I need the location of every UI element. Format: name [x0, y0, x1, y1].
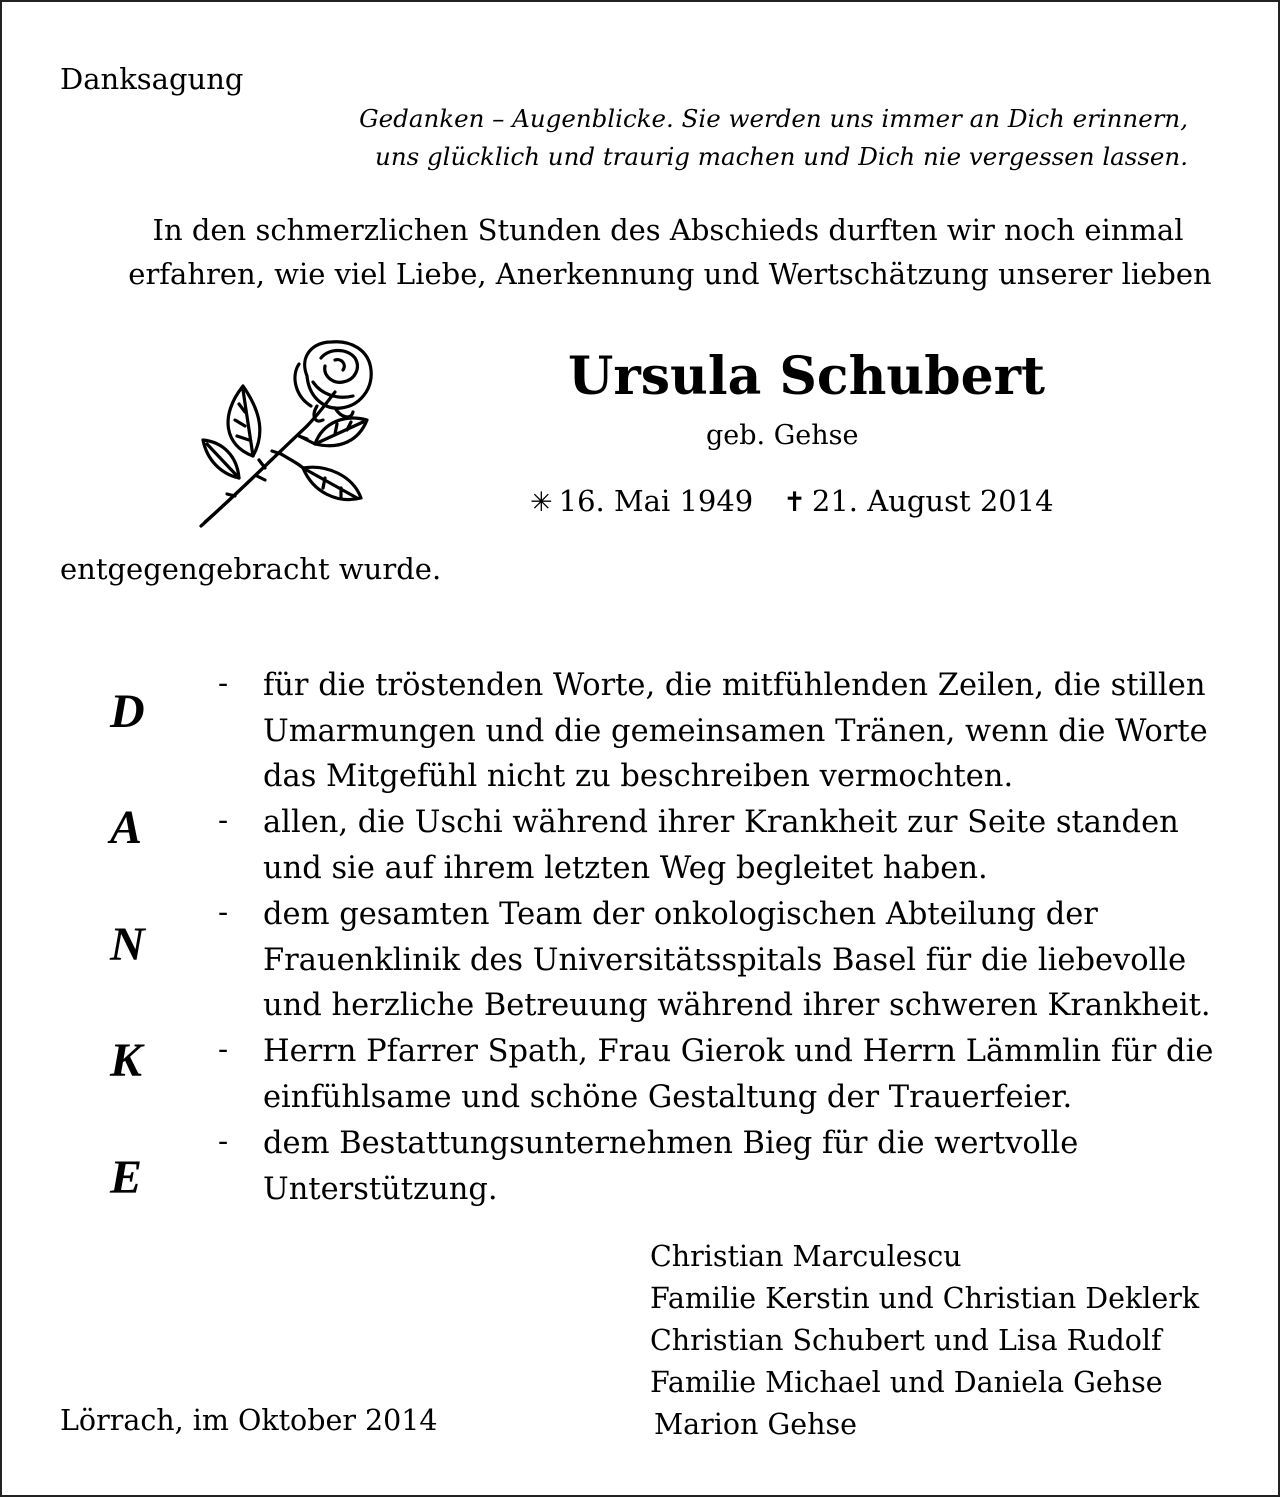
- thanks-item-3: [263, 892, 1211, 1029]
- signature-1: Christian Marculescu: [650, 1240, 962, 1273]
- birth-icon: ✳: [530, 487, 553, 518]
- thanks-item-1-line-3: das Mitgefühl nicht zu beschreiben vermochten.: [263, 759, 1014, 794]
- heading: Danksagung: [60, 62, 244, 96]
- death-date: 21. August 2014: [811, 484, 1054, 518]
- thanks-item-3-line-3: und herzliche Betreuung während ihrer schweren Krankheit.: [263, 988, 1211, 1023]
- intro-line-1: In den schmerzlichen Stunden des Abschieds durften wir noch einmal: [152, 213, 1184, 247]
- thanks-item-2-line-1: allen, die Uschi während ihrer Krankheit zur Seite standen: [263, 805, 1179, 840]
- danke-letter-k: K: [110, 1034, 143, 1087]
- thanks-item-3-line-1: dem gesamten Team der onkologischen Abteilung der: [263, 897, 1098, 932]
- rose-icon: [195, 336, 385, 532]
- birth-date: 16. Mai 1949: [558, 484, 754, 518]
- thanks-item-1: [263, 663, 1208, 800]
- signature-2: Familie Kerstin und Christian Deklerk: [650, 1282, 1200, 1315]
- danke-letter-e: E: [110, 1151, 143, 1204]
- thanks-item-2-line-2: und sie auf ihrem letzten Weg begleitet haben.: [263, 850, 988, 886]
- life-dates: [530, 484, 1054, 518]
- danke-letter-a: A: [110, 801, 143, 854]
- thanks-item-1-line-2: Umarmungen und die gemeinsamen Tränen, wenn die Worte: [263, 713, 1208, 749]
- death-icon: ✝: [783, 487, 806, 518]
- thanks-item-1-line-1: für die tröstenden Worte, die mitfühlenden Zeilen, die stillen: [263, 668, 1206, 703]
- item-dash-3: -: [218, 895, 229, 930]
- motto: [359, 100, 1188, 176]
- item-dash-1: -: [218, 666, 229, 701]
- thanks-item-3-line-2: Frauenklinik des Universitätsspitals Basel für die liebevolle: [263, 942, 1187, 978]
- danke-letter-n: N: [110, 918, 145, 971]
- maiden-name: geb. Gehse: [706, 420, 859, 451]
- signatures: [650, 1236, 1199, 1446]
- thanks-item-4-line-1: Herrn Pfarrer Spath, Frau Gierok und Herrn Lämmlin für die: [263, 1034, 1214, 1069]
- signature-5: Marion Gehse: [654, 1408, 857, 1441]
- motto-line-2: uns glücklich und traurig machen und Dich nie vergessen lassen.: [375, 142, 1188, 171]
- thanks-item-2: [263, 800, 1179, 891]
- item-dash-4: -: [218, 1032, 229, 1067]
- danke-letter-d: D: [110, 685, 145, 738]
- deceased-name: Ursula Schubert: [568, 346, 1046, 407]
- thanks-item-4: [263, 1029, 1213, 1120]
- motto-line-1: Gedanken – Augenblicke. Sie werden uns immer an Dich erinnern,: [359, 104, 1188, 133]
- signature-3: Christian Schubert und Lisa Rudolf: [650, 1324, 1162, 1357]
- thanks-item-5: [263, 1121, 1078, 1212]
- signature-4: Familie Michael und Daniela Gehse: [650, 1366, 1163, 1399]
- thanks-item-4-line-2: einfühlsame und schöne Gestaltung der Trauerfeier.: [263, 1079, 1073, 1115]
- item-dash-5: -: [218, 1124, 229, 1159]
- place-date: Lörrach, im Oktober 2014: [60, 1404, 438, 1437]
- thanks-item-5-line-2: Unterstützung.: [263, 1171, 498, 1207]
- item-dash-2: -: [218, 803, 229, 838]
- intro-end: entgegengebracht wurde.: [60, 552, 442, 586]
- intro-line-2: erfahren, wie viel Liebe, Anerkennung und Wertschätzung unserer lieben: [128, 257, 1212, 291]
- thanks-item-5-line-1: dem Bestattungsunternehmen Bieg für die wertvolle: [263, 1126, 1079, 1161]
